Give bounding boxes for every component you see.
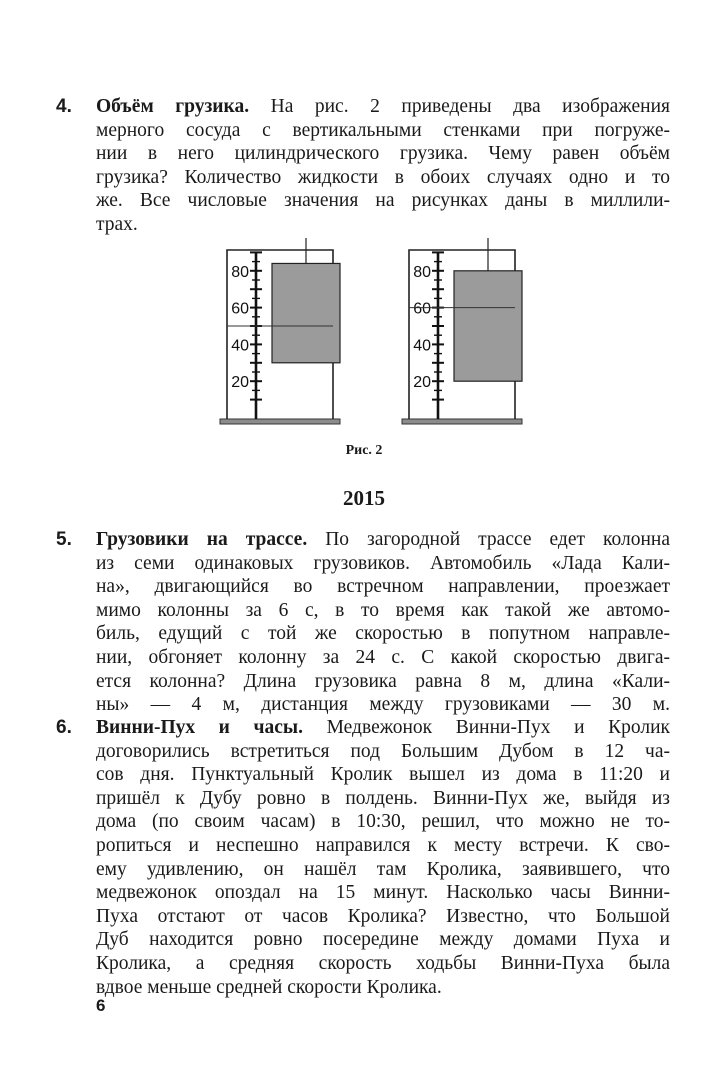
- problem-line: Пуха отстают от часов Кролика? Известно, что Большой: [96, 905, 670, 927]
- left-vessel-base: [220, 419, 340, 424]
- figure-caption: Рис. 2: [345, 443, 383, 458]
- page-number: 6: [96, 996, 106, 1015]
- vessels-diagram: [200, 236, 560, 436]
- problem-line: мерного сосуда с вертикальными стенками при погруже-: [96, 119, 670, 141]
- problem-line: грузика? Количество жидкости в обоих случаях одно и то: [96, 166, 670, 188]
- problem-line: ется колонна? Длина грузовика равна 8 м, длина «Кали-: [96, 670, 670, 692]
- problem-line: трах.: [96, 213, 138, 235]
- right-weight: [454, 271, 522, 381]
- left-scale-label: 40: [231, 337, 249, 355]
- problem-line: дома (по своим часам) в 10:30, решил, что можно не то-: [96, 811, 670, 833]
- left-scale-label: 60: [231, 300, 249, 318]
- problem-line: ему удивлению, он нашёл там Кролика, заявившего, что: [96, 858, 670, 880]
- problem-title: Грузовики на трассе.: [96, 529, 308, 550]
- problem-line: биль, едущий с той же скоростью в попутном направле-: [96, 623, 670, 645]
- problem-line: Дуб находится ровно посередине между домами Пуха и: [96, 929, 670, 951]
- problem-title: Объём грузика.: [96, 96, 250, 117]
- right-scale-label: 20: [413, 374, 431, 392]
- problem-line: нии в него цилиндрического грузика. Чему равен объём: [96, 143, 670, 165]
- problem-line: вдвое меньше средней скорости Кролика.: [96, 976, 442, 998]
- figure-vessels: [200, 236, 560, 436]
- problem-5: [56, 528, 670, 717]
- section-year: 2015: [343, 486, 385, 510]
- problem-line: же. Все числовые значения на рисунках даны в миллили-: [96, 190, 670, 212]
- left-scale-label: 20: [231, 374, 249, 392]
- problem-number: 5.: [56, 529, 72, 550]
- problem-line: Винни-Пух и часы. Медвежонок Винни-Пух и Кролик: [96, 717, 670, 738]
- problem-title: Винни-Пух и часы.: [96, 717, 303, 738]
- problem-line: договорились встретиться под Большим Дубом в 12 ча-: [96, 740, 670, 762]
- problem-line: Кролика, а средняя скорость ходьбы Винни-Пуха была: [96, 952, 670, 974]
- problem-line: на», двигающийся во встречном направлении, проезжает: [96, 576, 670, 598]
- right-scale-label: 60: [413, 300, 431, 318]
- problem-line: ны» — 4 м, дистанция между грузовиками — 30 м.: [96, 694, 670, 716]
- problem-line: Объём грузика. На рис. 2 приведены два изображения: [96, 96, 670, 117]
- problem-line: нии, обгоняет колонну за 24 с. С какой скоростью двига-: [96, 646, 670, 668]
- problem-line: Грузовики на трассе. По загородной трассе едет колонна: [96, 529, 670, 550]
- right-vessel-base: [402, 419, 522, 424]
- problem-line: мимо колонны за 6 с, в то время как такой же автомо-: [96, 599, 670, 621]
- problem-number: 4.: [56, 96, 72, 117]
- problem-6: [56, 716, 670, 999]
- problem-number: 6.: [56, 717, 72, 738]
- problem-line: ропиться и неспешно направился к месту встречи. К сво-: [96, 834, 670, 856]
- left-scale-label: 80: [231, 263, 249, 281]
- problem-line: из семи одинаковых грузовиков. Автомобиль «Лада Кали-: [96, 552, 670, 574]
- problem-line: сов дня. Пунктуальный Кролик вышел из дома в 11:20 и: [96, 764, 670, 786]
- left-weight: [272, 263, 340, 362]
- right-scale-label: 80: [413, 263, 431, 281]
- problem-4: [56, 95, 670, 237]
- problem-line: медвежонок опоздал на 15 минут. Насколько часы Винни-: [96, 882, 670, 904]
- problem-line: пришёл к Дубу ровно в полдень. Винни-Пух же, выйдя из: [96, 787, 670, 809]
- right-scale-label: 40: [413, 337, 431, 355]
